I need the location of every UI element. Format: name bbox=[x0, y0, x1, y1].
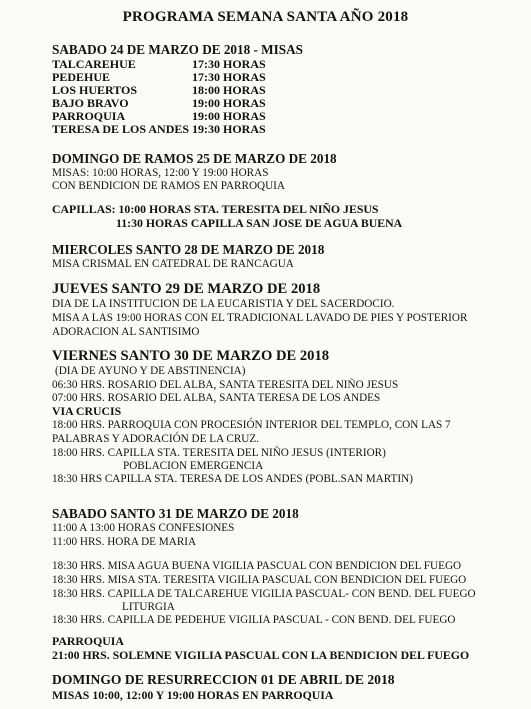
sabado24-row bbox=[52, 97, 266, 109]
domingo25-line2: CON BENDICION DE RAMOS EN PARROQUIA bbox=[52, 180, 285, 192]
viernes30-viacrucis: VIA CRUCIS bbox=[52, 404, 122, 418]
sabado24-row-place: TERESA DE LOS ANDES bbox=[52, 122, 190, 136]
sabado31-line3: 18:30 HRS. MISA AGUA BUENA VIGILIA PASCUAL CON BENDICION DEL FUEGO bbox=[52, 560, 462, 572]
sabado31-parroquia: PARROQUIA bbox=[52, 634, 124, 648]
domingo25-capillas2: 11:30 HORAS CAPILLA SAN JOSE DE AGUA BUENA bbox=[116, 216, 403, 230]
sabado24-row-time: 17:30 HORAS bbox=[192, 57, 266, 71]
document-title: PROGRAMA SEMANA SANTA AÑO 2018 bbox=[122, 9, 409, 25]
sabado24-row-place: BAJO BRAVO bbox=[52, 96, 129, 110]
viernes30-line7: POBLACION EMERGENCIA bbox=[123, 460, 264, 472]
sabado24-row-time: 18:00 HORAS bbox=[192, 83, 266, 97]
viernes30-line2: 06:30 HRS. ROSARIO DEL ALBA, SANTA TERESITA DEL NIÑO JESUS bbox=[52, 379, 399, 391]
sabado24-row-place: PARROQUIA bbox=[52, 109, 126, 123]
sabado24-row bbox=[52, 123, 266, 135]
sabado24-row-time: 19:30 HORAS bbox=[192, 122, 266, 136]
viernes30-line6: 18:00 HRS. CAPILLA STA. TERESITA DEL NIÑO JESUS (INTERIOR) bbox=[52, 447, 386, 459]
sabado31-line1: 11:00 A 13:00 HORAS CONFESIONES bbox=[52, 522, 235, 534]
sabado31-heading: SABADO SANTO 31 DE MARZO DE 2018 bbox=[52, 506, 299, 521]
sabado24-heading: SABADO 24 DE MARZO DE 2018 - MISAS bbox=[52, 42, 303, 57]
viernes30-line8: 18:30 HRS CAPILLA STA. TERESA DE LOS ANDES (POBL.SAN MARTIN) bbox=[52, 473, 413, 485]
domingo25-heading: DOMINGO DE RAMOS 25 DE MARZO DE 2018 bbox=[52, 151, 337, 166]
sabado24-row-place: TALCAREHUE bbox=[52, 57, 136, 71]
jueves29-line3: ADORACION AL SANTISIMO bbox=[52, 326, 200, 338]
sabado24-row bbox=[52, 71, 266, 83]
domingo25-line1: MISAS: 10:00 HORAS, 12:00 Y 19:00 HORAS bbox=[52, 167, 269, 179]
sabado31-line2: 11:00 HRS. HORA DE MARIA bbox=[52, 536, 197, 548]
sabado31-line7: 18:30 HRS. CAPILLA DE PEDEHUE VIGILIA PASCUAL - CON BEND. DEL FUEGO bbox=[52, 614, 456, 626]
sabado24-row bbox=[52, 110, 266, 122]
sabado24-row bbox=[52, 58, 266, 70]
miercoles28-line1: MISA CRISMAL EN CATEDRAL DE RANCAGUA bbox=[52, 258, 294, 270]
sabado24-row-place: PEDEHUE bbox=[52, 70, 111, 84]
domingo01-line1: MISAS 10:00, 12:00 Y 19:00 HORAS EN PARROQUIA bbox=[52, 688, 334, 702]
viernes30-heading: VIERNES SANTO 30 DE MARZO DE 2018 bbox=[52, 348, 330, 364]
viernes30-line3: 07:00 HRS. ROSARIO DEL ALBA, SANTA TERESA DE LOS ANDES bbox=[52, 392, 381, 404]
sabado24-row-time: 17:30 HORAS bbox=[192, 70, 266, 84]
sabado31-line8: 21:00 HRS. SOLEMNE VIGILIA PASCUAL CON LA BENDICION DEL FUEGO bbox=[52, 648, 470, 662]
miercoles28-heading: MIERCOLES SANTO 28 DE MARZO DE 2018 bbox=[52, 242, 325, 257]
jueves29-line1: DIA DE LA INSTITUCION DE LA EUCARISTIA Y DEL SACERDOCIO. bbox=[52, 298, 395, 310]
viernes30-line1: (DIA DE AYUNO Y DE ABSTINENCIA) bbox=[55, 365, 246, 377]
viernes30-line5: PALABRAS Y ADORACIÓN DE LA CRUZ. bbox=[52, 433, 259, 445]
jueves29-line2: MISA A LAS 19:00 HORAS CON EL TRADICIONAL LAVADO DE PIES Y POSTERIOR bbox=[52, 312, 468, 324]
viernes30-line4: 18:00 HRS. PARROQUIA CON PROCESIÓN INTERIOR DEL TEMPLO, CON LAS 7 bbox=[52, 419, 451, 431]
sabado31-line6: LITURGIA bbox=[122, 601, 175, 613]
sabado31-line5: 18:30 HRS. CAPILLA DE TALCAREHUE VIGILIA PASCUAL- CON BEND. DEL FUEGO bbox=[52, 588, 476, 600]
sabado24-row-time: 19:00 HORAS bbox=[192, 109, 266, 123]
sabado31-line4: 18:30 HRS. MISA STA. TERESITA VIGILIA PASCUAL CON BENDICION DEL FUEGO bbox=[52, 574, 467, 586]
domingo01-heading: DOMINGO DE RESURRECCION 01 DE ABRIL DE 2018 bbox=[52, 672, 395, 687]
sabado24-row-time: 19:00 HORAS bbox=[192, 96, 266, 110]
sabado24-row bbox=[52, 84, 266, 96]
jueves29-heading: JUEVES SANTO 29 DE MARZO DE 2018 bbox=[52, 281, 321, 297]
sabado24-row-place: LOS HUERTOS bbox=[52, 83, 138, 97]
domingo25-capillas1: CAPILLAS: 10:00 HORAS STA. TERESITA DEL NIÑO JESUS bbox=[52, 202, 379, 216]
